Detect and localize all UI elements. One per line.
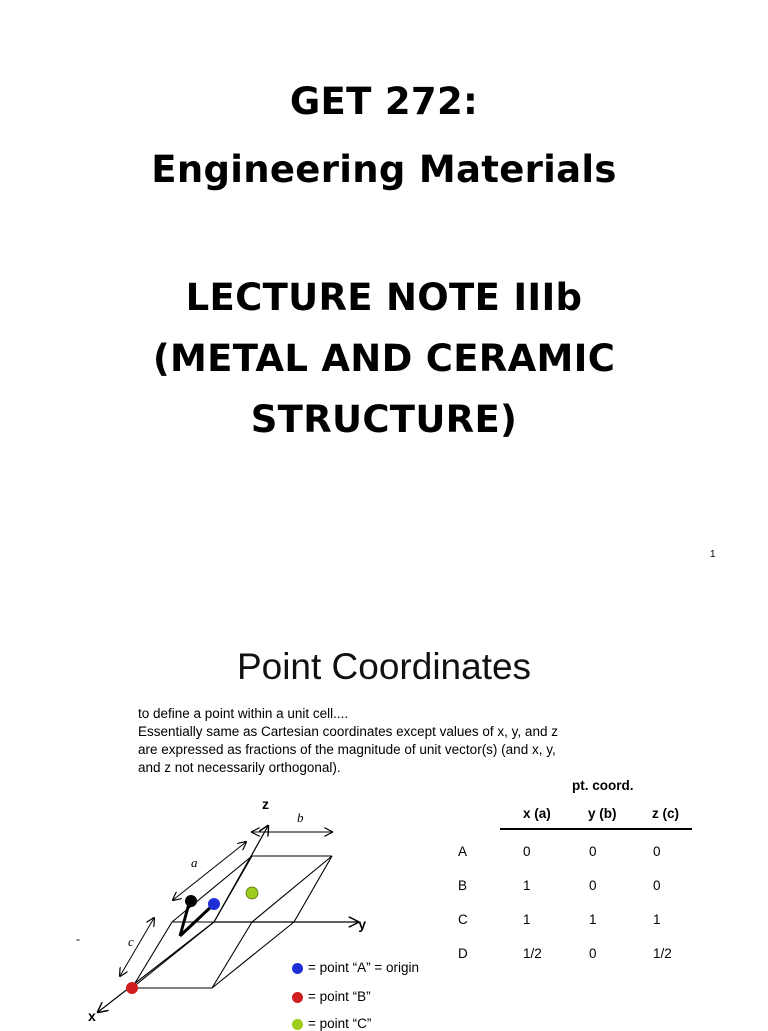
row-label-c: C — [458, 912, 468, 927]
course-code: GET 272: — [289, 80, 479, 123]
edge-label-a: a — [191, 855, 198, 870]
row-label-d: D — [458, 946, 468, 961]
row-a-y: 0 — [589, 844, 597, 859]
legend-dot-c — [292, 1019, 303, 1030]
point-coordinates-slide — [0, 620, 768, 1031]
point-c-marker — [246, 887, 258, 899]
table-header-x: x (a) — [523, 806, 551, 821]
table-caption: pt. coord. — [572, 778, 634, 793]
legend-dot-b — [292, 992, 303, 1003]
body-line-4: and z not necessarily orthogonal). — [138, 760, 341, 775]
legend-text-b: = point “B” — [308, 989, 371, 1004]
table-header-y: y (b) — [588, 806, 617, 821]
edge-label-c: c — [128, 934, 134, 949]
edge-label-b: b — [297, 810, 304, 825]
point-b-marker — [126, 982, 138, 994]
point-a-marker — [208, 898, 220, 910]
page-number: 1 — [710, 549, 716, 560]
row-label-b: B — [458, 878, 468, 893]
row-d-x: 1/2 — [523, 946, 542, 961]
row-a-x: 0 — [523, 844, 531, 859]
table-header-z: z (c) — [652, 806, 679, 821]
slide-title: Point Coordinates — [236, 646, 532, 687]
course-title: Engineering Materials — [151, 148, 617, 191]
body-line-3: are expressed as fractions of the magnitude of unit vector(s) (and x, y, — [138, 742, 556, 757]
row-c-x: 1 — [523, 912, 531, 927]
table-header-rule — [500, 828, 692, 830]
row-a-z: 0 — [653, 844, 661, 859]
legend-dot-a — [292, 963, 303, 974]
row-d-z: 1/2 — [653, 946, 672, 961]
legend-text-c: = point “C” — [308, 1016, 372, 1031]
row-b-y: 0 — [589, 878, 597, 893]
legend-text-a: = point “A” = origin — [308, 960, 420, 975]
row-d-y: 0 — [589, 946, 597, 961]
lattice-c-arrow — [120, 918, 154, 976]
lecture-subtitle-line-2: STRUCTURE) — [250, 398, 518, 441]
row-c-z: 1 — [653, 912, 661, 927]
point-d-marker — [185, 895, 197, 907]
row-label-a: A — [458, 844, 468, 859]
stray-mark: - — [76, 932, 80, 946]
lecture-title: LECTURE NOTE IIIb — [185, 276, 583, 319]
row-b-z: 0 — [653, 878, 661, 893]
axis-label-x: x — [88, 1008, 96, 1024]
row-c-y: 1 — [589, 912, 597, 927]
axis-label-z: z — [262, 796, 269, 812]
lecture-subtitle-line-1: (METAL AND CERAMIC — [152, 337, 616, 380]
body-line-1: to define a point within a unit cell.... — [138, 706, 349, 721]
row-b-x: 1 — [523, 878, 531, 893]
body-line-2: Essentially same as Cartesian coordinates except values of x, y, and z — [138, 724, 558, 739]
axis-label-y: y — [358, 916, 366, 932]
